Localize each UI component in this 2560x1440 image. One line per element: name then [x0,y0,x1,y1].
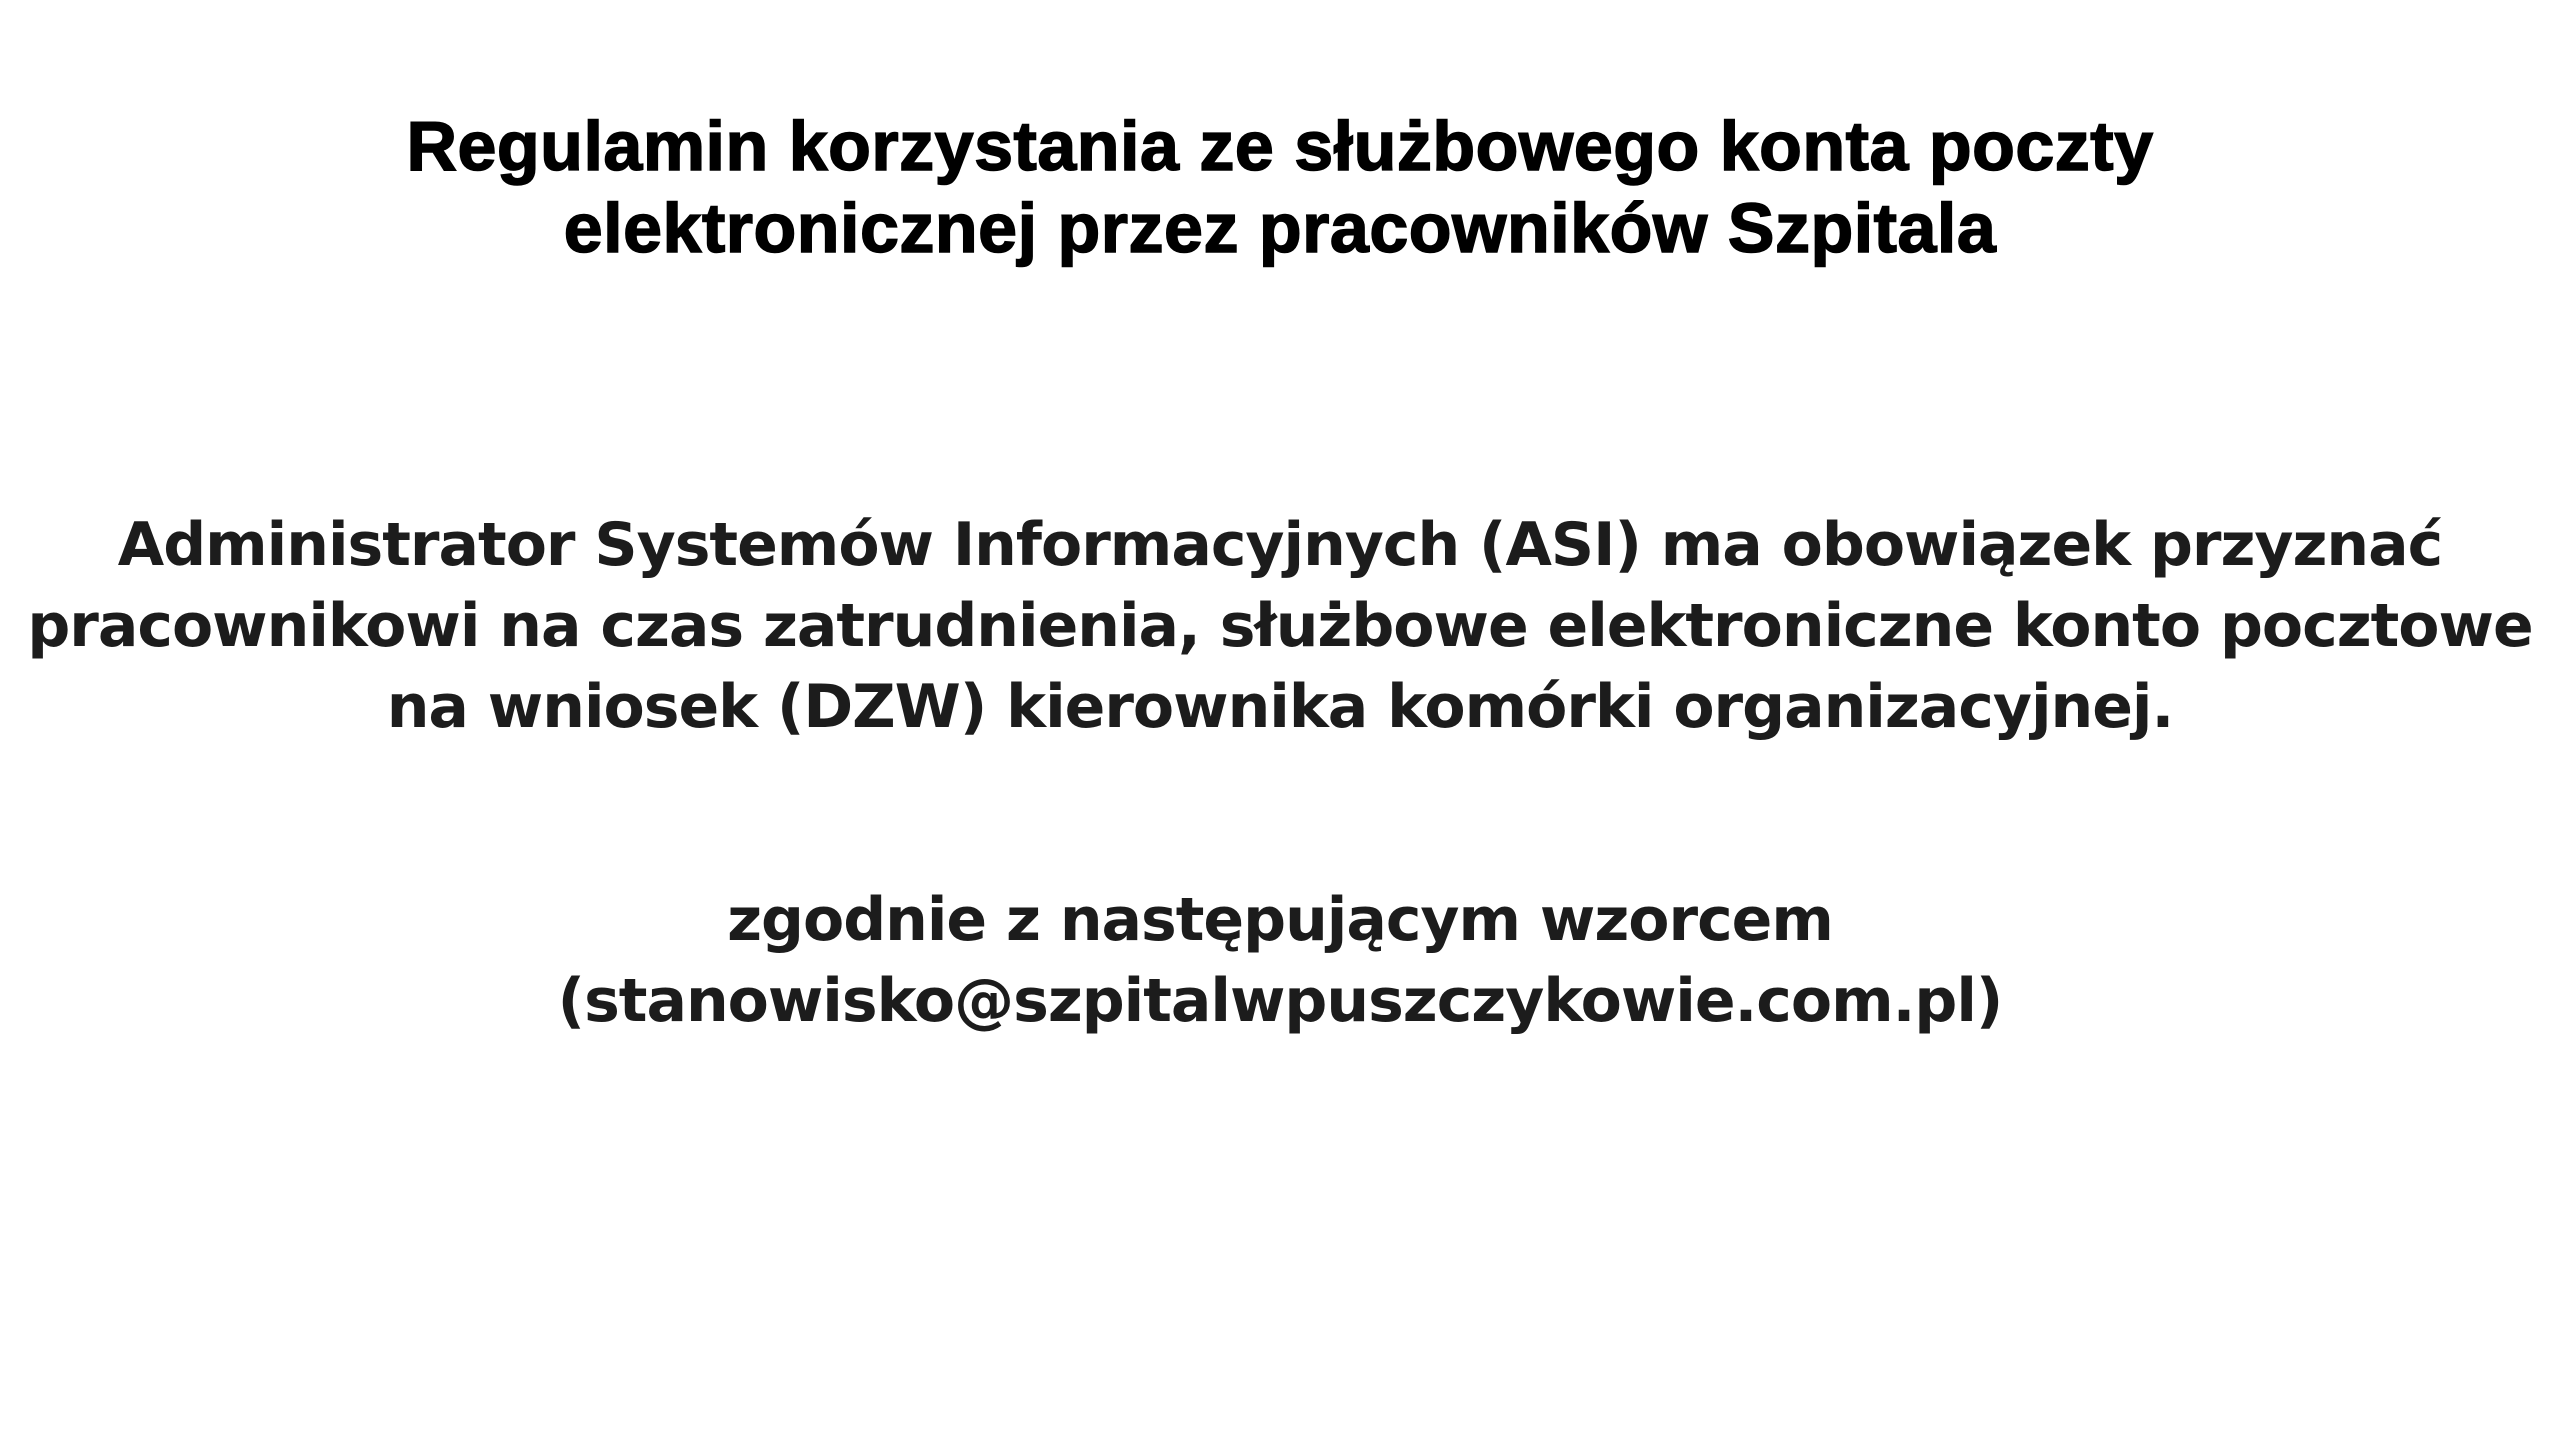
slide-title [0,105,2560,269]
asi-obligation-line-1: Administrator Systemów Informacyjnych (ASI) ma obowiązek przyznać [117,510,2443,580]
asi-obligation-line-3: na wniosek (DZW) kierownika komórki organizacyjnej. [386,672,2174,742]
asi-obligation-paragraph [0,505,2560,748]
email-pattern-address: (stanowisko@szpitalwpuszczykowie.com.pl) [557,966,2003,1036]
asi-obligation-line-2: pracownikowi na czas zatrudnienia, służbowe elektroniczne konto pocztowe [27,591,2533,661]
slide-title-line-1: Regulamin korzystania ze służbowego konta poczty [406,107,2154,185]
email-pattern-paragraph [0,880,2560,1042]
email-pattern-intro: zgodnie z następującym wzorcem [727,885,1833,955]
slide-title-line-2: elektronicznej przez pracowników Szpitala [563,189,1997,267]
